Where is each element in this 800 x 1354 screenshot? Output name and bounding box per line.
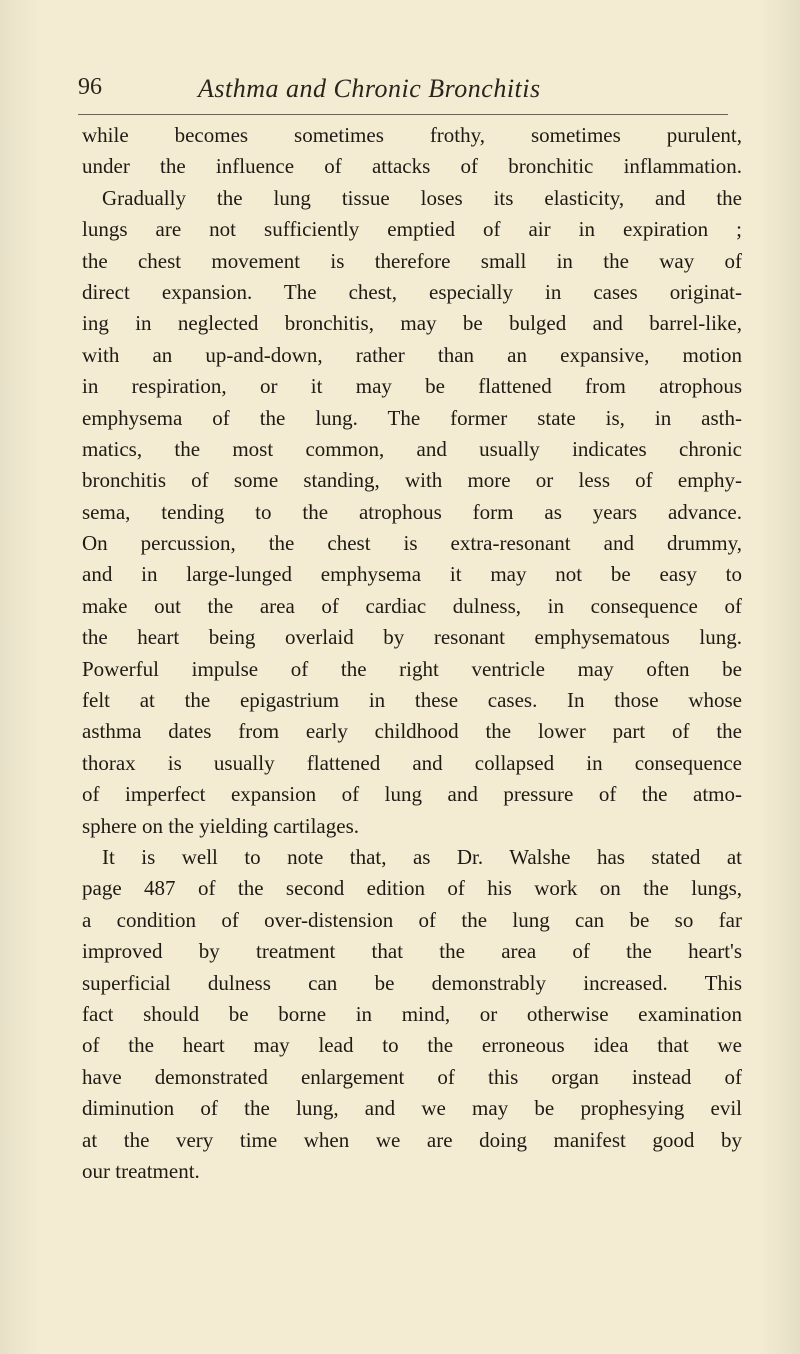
text-line: bronchitis of some standing, with more or less of emphy- [82, 468, 742, 493]
text-line: with an up-and-down, rather than an expansive, motion [82, 342, 742, 367]
text-line: have demonstrated enlargement of this organ instead of [82, 1064, 742, 1089]
text-line: Gradually the lung tissue loses its elasticity, and the [102, 185, 742, 210]
text-line: of the heart may lead to the erroneous idea that we [82, 1033, 742, 1058]
text-line: page 487 of the second edition of his work on the lungs, [82, 876, 742, 901]
text-line: under the influence of attacks of bronchitic inflammation. [82, 154, 742, 179]
text-line: fact should be borne in mind, or otherwise examination [82, 1001, 742, 1026]
text-line: Powerful impulse of the right ventricle may often be [82, 656, 742, 681]
text-line: in respiration, or it may be flattened from atrophous [82, 374, 742, 399]
text-line: the chest movement is therefore small in the way of [82, 248, 742, 273]
text-line: make out the area of cardiac dulness, in consequence of [82, 593, 742, 618]
text-line: of imperfect expansion of lung and pressure of the atmo- [82, 782, 742, 807]
text-line: emphysema of the lung. The former state is, in asth- [82, 405, 742, 430]
text-line: felt at the epigastrium in these cases. In those whose [82, 688, 742, 713]
text-line: It is well to note that, as Dr. Walshe has stated at [102, 844, 742, 869]
header-rule [78, 114, 728, 115]
body-text [82, 120, 742, 1187]
text-line: ing in neglected bronchitis, may be bulged and barrel-like, [82, 311, 742, 336]
text-line: direct expansion. The chest, especially in cases originat- [82, 279, 742, 304]
text-line: matics, the most common, and usually indicates chronic [82, 436, 742, 461]
text-line: while becomes sometimes frothy, sometimes purulent, [82, 123, 742, 147]
running-head: Asthma and Chronic Bronchitis [198, 74, 541, 103]
page-header [78, 74, 738, 114]
text-line: a condition of over-distension of the lung can be so far [82, 907, 742, 932]
page-number: 96 [78, 74, 102, 100]
text-line: thorax is usually flattened and collapsed in consequence [82, 750, 742, 775]
text-line: at the very time when we are doing manifest good by [82, 1127, 742, 1152]
text-line: superficial dulness can be demonstrably increased. This [82, 970, 742, 995]
text-line: our treatment. [82, 1158, 200, 1183]
text-line: diminution of the lung, and we may be prophesying evil [82, 1096, 742, 1121]
text-line: improved by treatment that the area of the heart's [82, 939, 742, 964]
text-line: On percussion, the chest is extra-resonant and drummy, [82, 531, 742, 556]
text-line: sphere on the yielding cartilages. [82, 813, 359, 838]
text-line: lungs are not sufficiently emptied of air in expiration ; [82, 217, 742, 242]
text-line: and in large-lunged emphysema it may not be easy to [82, 562, 742, 587]
text-line: the heart being overlaid by resonant emphysematous lung. [82, 625, 742, 650]
text-line: asthma dates from early childhood the lower part of the [82, 719, 742, 744]
text-line: sema, tending to the atrophous form as years advance. [82, 499, 742, 524]
